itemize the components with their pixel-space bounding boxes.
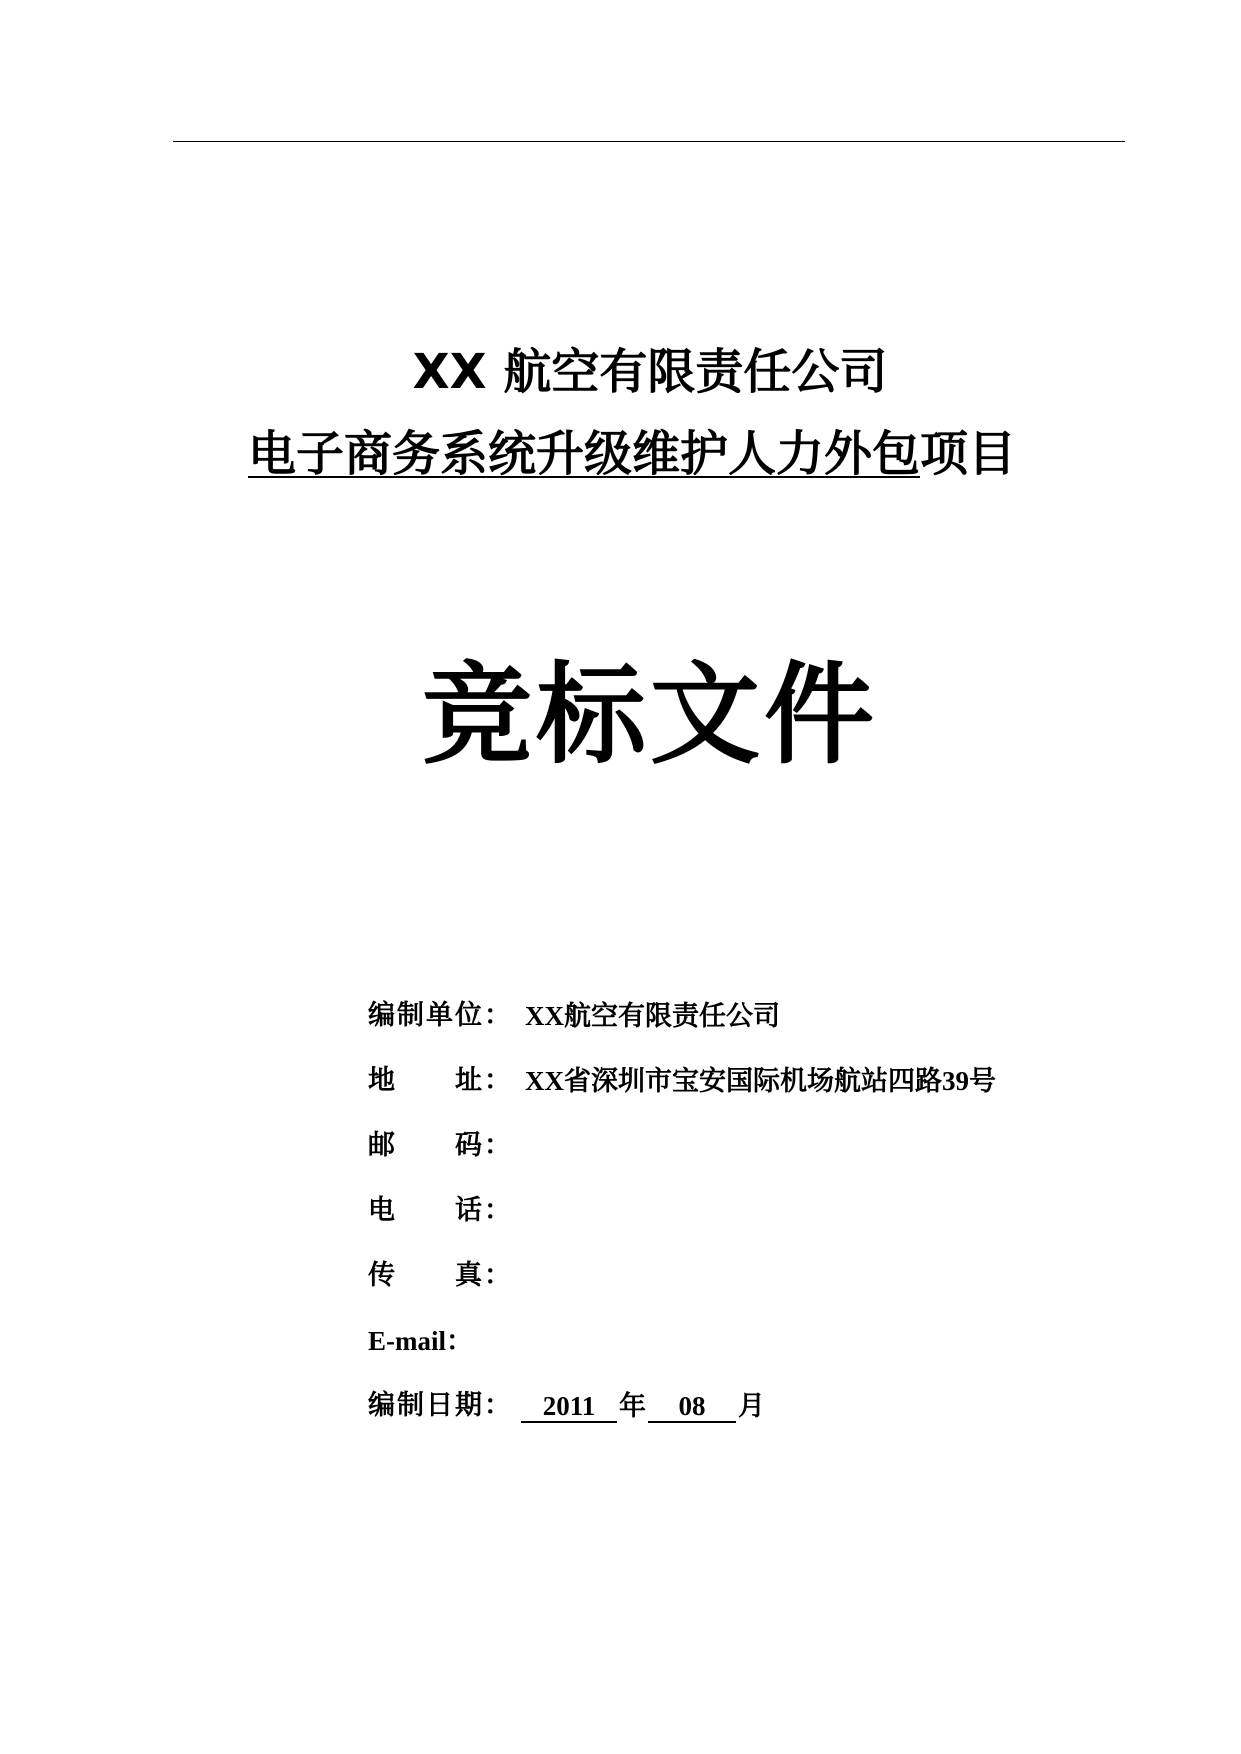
unit-label: 编制单位： xyxy=(368,1000,513,1031)
email-label: E-mail： xyxy=(368,1326,473,1356)
project-name: 电子商务系统升级维护人力外包 xyxy=(248,426,921,482)
address-label: 地 址： xyxy=(368,1065,513,1096)
company-title: XX 航空有限责任公司 xyxy=(412,344,888,400)
date-month: 08 xyxy=(648,1391,736,1423)
date-year: 2011 xyxy=(521,1391,617,1423)
date-month-unit: 月 xyxy=(738,1391,765,1422)
address-value: XX省深圳市宝安国际机场航站四路39号 xyxy=(525,1066,996,1096)
fax-label: 传 真： xyxy=(368,1260,513,1291)
postcode-label: 邮 码： xyxy=(368,1130,513,1161)
date-label: 编制日期： xyxy=(368,1390,513,1421)
phone-label: 电 话： xyxy=(368,1195,513,1226)
date-value xyxy=(521,1388,767,1425)
header-rule xyxy=(173,141,1125,142)
date-year-unit: 年 xyxy=(619,1391,646,1422)
project-suffix: 项目 xyxy=(920,426,1017,482)
project-title xyxy=(248,424,1016,484)
document-title: 竞标文件 xyxy=(422,651,878,779)
unit-value: XX航空有限责任公司 xyxy=(525,1001,780,1031)
